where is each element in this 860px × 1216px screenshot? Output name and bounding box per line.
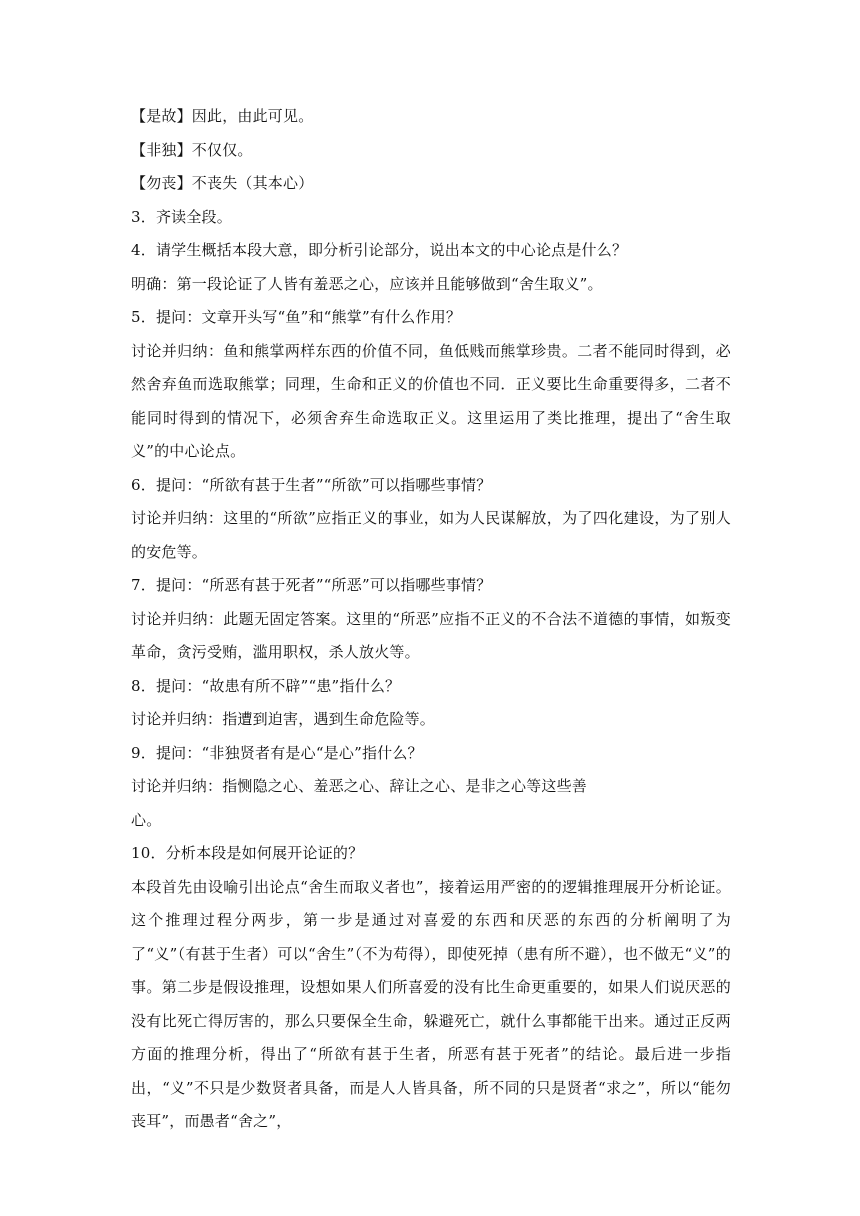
text-line: 讨论并归纳：指恻隐之心、羞恶之心、辞让之心、是非之心等这些善 [131, 777, 588, 795]
text-line: 心。 [131, 810, 162, 829]
text-line: 8．提问：“故患有所不辟”“患”指什么？ [131, 676, 401, 695]
paragraph: 讨论并归纳：鱼和熊掌两样东西的价值不同，鱼低贱而熊掌珍贵。二者不能同时得到，必然舍弃鱼而选取熊掌；同理，生命和正义的价值也不同．正义要比生命重要得多，二者不能同时得到的情况下，必须舍弃生命选取正义。这里运用了类比推理，提出了“舍生取义”的中心论点。 [131, 341, 731, 460]
paragraph: 讨论并归纳：这里的“所欲”应指正义的事业，如为人民谋解放，为了四化建设，为了别人的安危等。 [131, 509, 731, 561]
text-line: 9．提问：“非独贤者有是心“是心”指什么？ [131, 743, 423, 762]
document-body [131, 100, 731, 1139]
text-line: 【是故】因此，由此可见。 [131, 107, 314, 125]
text-line: 【非独】不仅仅。 [131, 140, 253, 159]
text-line: 3．齐读全段。 [131, 207, 232, 226]
paragraph: 本段首先由设喻引出论点“舍生而取义者也”，接着运用严密的的逻辑推理展开分析论证。这个推理过程分两步，第一步是通过对喜爱的东西和厌恶的东西的分析阐明了为了“义”（有甚于生者）可以“舍生”（不为苟得），即使死掉（患有所不避），也不做无“义”的事。第二步是假设推理，设想如果人们所喜爱的没有比生命更重要的，如果人们说厌恶的没有比死亡得厉害的，那么只要保全生命，躲避死亡，就什么事都能干出来。通过正反两方面的推理分析，得出了“所欲有甚于生者，所恶有甚于死者”的结论。最后进一步指出，“义”不只是少数贤者具备，而是人人皆具备，所不同的只是贤者“求之”，所以“能勿丧耳”，而愚者“舍之”， [131, 877, 731, 1130]
text-line: 10．分析本段是如何展开论证的？ [131, 844, 364, 862]
text-line: 讨论并归纳：指遭到迫害，遇到生命危险等。 [131, 710, 436, 728]
text-line: 4．请学生概括本段大意，即分析引论部分，说出本文的中心论点是什么？ [131, 241, 628, 259]
text-line: 明确：第一段论证了人皆有羞恶之心，应该并且能够做到“舍生取义”。 [131, 274, 603, 293]
paragraph: 讨论并归纳：此题无固定答案。这里的“所恶”应指不正义的不合法不道德的事情，如叛变革命，贪污受贿，滥用职权，杀人放火等。 [131, 609, 731, 661]
text-line: 7．提问：“所恶有甚于死者”“所恶”可以指哪些事情？ [131, 576, 492, 594]
text-line: 【勿丧】不丧失（其本心） [131, 174, 314, 192]
text-line: 5．提问：文章开头写“鱼”和“熊掌”有什么作用？ [131, 308, 462, 326]
text-line: 6．提问：“所欲有甚于生者”“所欲”可以指哪些事情？ [131, 475, 492, 494]
